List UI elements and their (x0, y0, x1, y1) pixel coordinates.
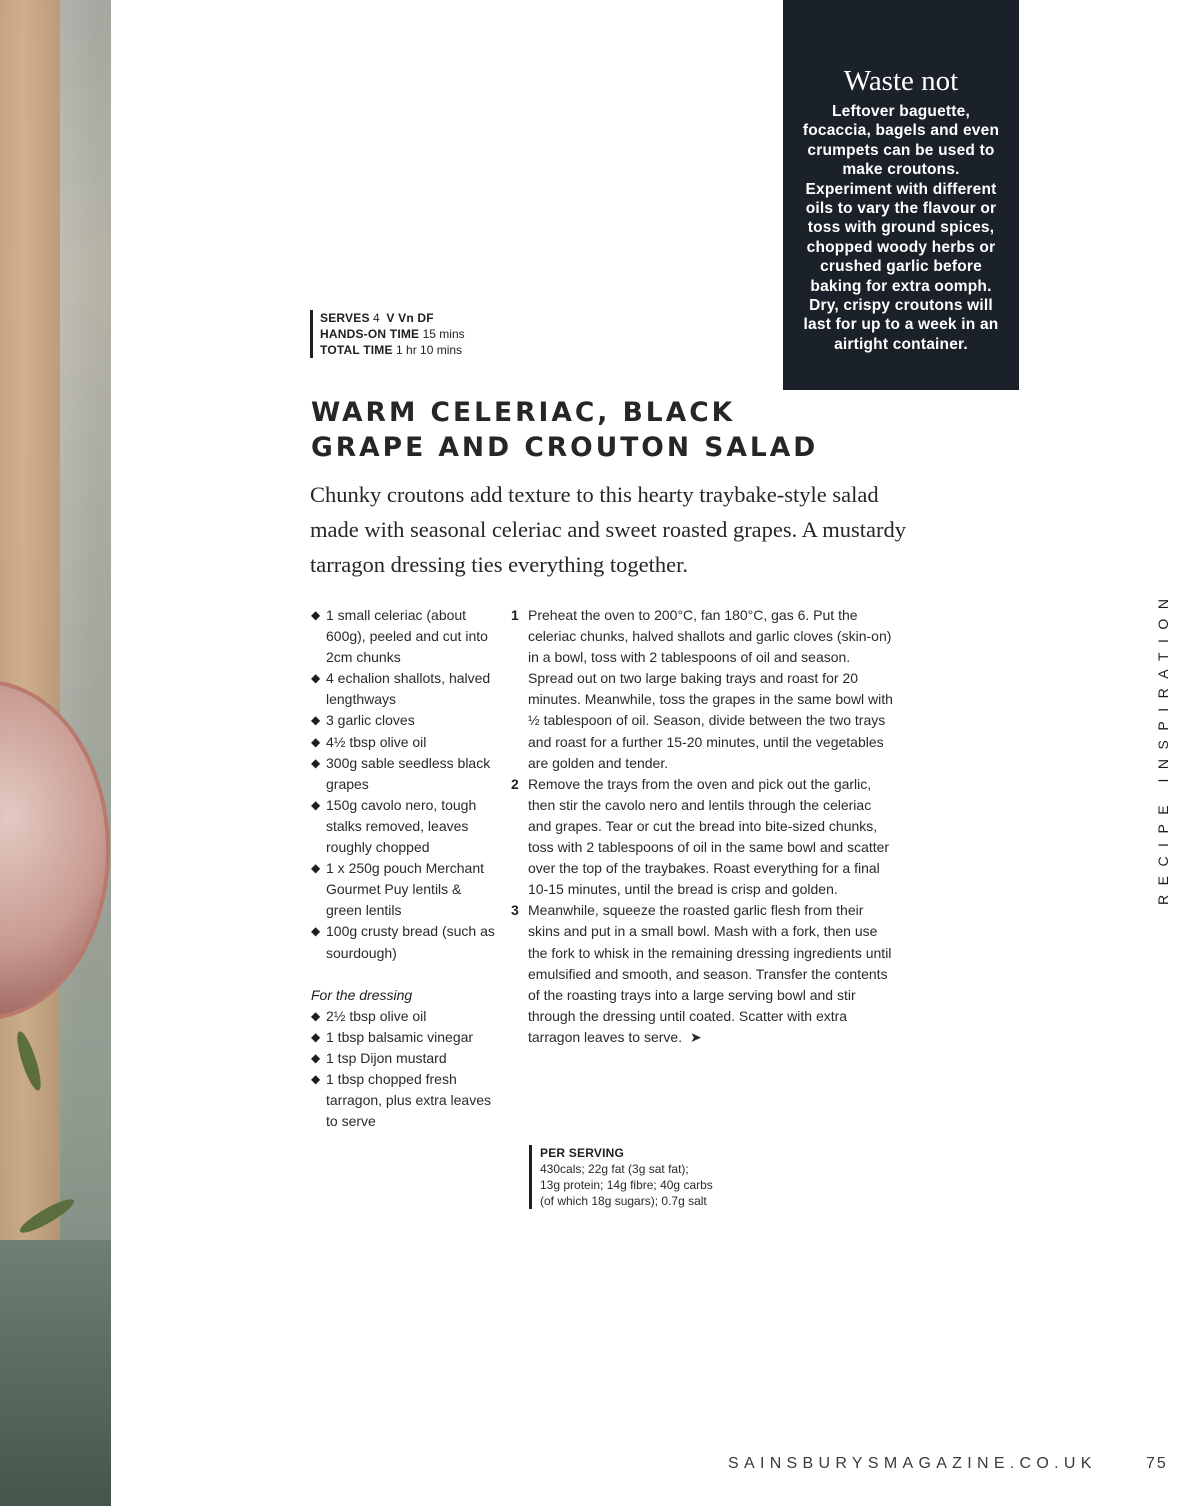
dressing-item: ◆ 1 tbsp chopped fresh tarragon, plus extra leaves to serve (311, 1069, 501, 1132)
hands-on-label: HANDS-ON TIME (320, 327, 420, 341)
nutrition-heading: PER SERVING (540, 1146, 625, 1160)
recipe-intro: Chunky croutons add texture to this hearty traybake-style salad made with seasonal celeriac and sweet roasted grapes. A mustardy tarragon dressing ties everything together. (310, 482, 907, 577)
ingredients-column (311, 605, 501, 1132)
step-text: Meanwhile, squeeze the roasted garlic flesh from their skins and put in a small bowl. Mash with a fork, then use the fork to whisk in the remaining dressing ingredients until emulsified and smooth, and season. Transfer the contents of the roasting trays into a large serving bowl and stir through the dressing until coated. Scatter with extra tarragon leaves to serve. (528, 902, 892, 1045)
step-text: Remove the trays from the oven and pick out the garlic, then stir the cavolo nero and lentils through the celeriac and grapes. Tear or cut the bread into bite-sized chunks, toss with 2 tablespoons of oil in the same bowl and scatter over the top of the traybakes. Roast everything for a final 10-15 minutes, until the bread is crisp and golden. (528, 775, 890, 898)
ingredient-item: ◆ 150g cavolo nero, tough stalks removed, leaves roughly chopped (311, 795, 501, 858)
recipe-meta (310, 310, 465, 358)
recipe-title-line-1: WARM CELERIAC, BLACK (311, 397, 736, 428)
nutrition-line: 13g protein; 14g fibre; 40g carbs (540, 1178, 713, 1192)
method-column (511, 605, 896, 1048)
ingredient-item: ◆ 3 garlic cloves (311, 710, 501, 731)
linen-cloth (0, 1240, 111, 1506)
method-step (511, 774, 896, 901)
ingredient-item: ◆ 300g sable seedless black grapes (311, 753, 501, 795)
ingredient-item: ◆ 1 x 250g pouch Merchant Gourmet Puy lentils & green lentils (311, 858, 501, 921)
dressing-item: ◆ 1 tsp Dijon mustard (311, 1048, 501, 1069)
food-photo-strip (0, 0, 111, 1506)
hands-on-line (320, 326, 465, 342)
recipe-title-line-2: GRAPE AND CROUTON SALAD (311, 432, 819, 463)
ingredient-list (311, 605, 501, 964)
step-number: 1 (511, 607, 519, 623)
total-time-label: TOTAL TIME (320, 343, 393, 357)
dressing-item: ◆ 1 tbsp balsamic vinegar (311, 1027, 501, 1048)
total-time-line (320, 342, 465, 358)
pink-bowl (0, 680, 110, 1020)
serves-line (320, 310, 465, 326)
diet-tags: V Vn DF (386, 311, 434, 325)
waste-not-title: Waste not (843, 65, 959, 97)
total-time-value: 1 hr 10 mins (396, 343, 463, 357)
serves-label: SERVES (320, 311, 370, 325)
waste-not-box (783, 0, 1019, 390)
method-step (511, 605, 896, 774)
dressing-list (311, 1006, 501, 1133)
nutrition-line: (of which 18g sugars); 0.7g salt (540, 1194, 707, 1208)
nutrition-info (529, 1145, 713, 1209)
footer-website: SAINSBURYSMAGAZINE.CO.UK (728, 1455, 1097, 1472)
page-number: 75 (1146, 1455, 1168, 1472)
step-number: 3 (511, 902, 519, 919)
step-text: Preheat the oven to 200°C, fan 180°C, gas 6. Put the celeriac chunks, halved shallots and garlic cloves (skin-on) in a bowl, toss with 2 tablespoons of oil and season. Spread out on two large baking trays and roast for 20 minutes. Meanwhile, toss the grapes in the same bowl with ½ tablespoon of oil. Season, divide between the two trays and roast for a further 15-20 minutes, until the vegetables are golden and tender. (528, 607, 893, 771)
step-number: 2 (511, 775, 519, 792)
dressing-item: ◆ 2½ tbsp olive oil (311, 1006, 501, 1027)
dressing-heading: For the dressing (311, 986, 413, 1003)
serves-value: 4 (373, 311, 380, 325)
method-steps (511, 605, 896, 1048)
continue-arrow-icon: ➤ (689, 1028, 702, 1045)
recipe-title (311, 395, 871, 465)
ingredient-item: ◆ 1 small celeriac (about 600g), peeled and cut into 2cm chunks (311, 605, 501, 668)
section-side-label: RECIPE INSPIRATION (1155, 589, 1171, 905)
ingredient-item: ◆ 4½ tbsp olive oil (311, 732, 501, 753)
nutrition-line: 430cals; 22g fat (3g sat fat); (540, 1162, 689, 1176)
hands-on-value: 15 mins (422, 327, 465, 341)
ingredient-item: ◆ 100g crusty bread (such as sourdough) (311, 921, 501, 963)
ingredient-item: ◆ 4 echalion shallots, halved lengthways (311, 668, 501, 710)
waste-not-body: Leftover baguette, focaccia, bagels and even crumpets can be used to make croutons. Experiment with different oils to vary the flavour or toss with ground spices, chopped woody herbs or crushed garlic before baking for extra oomph. Dry, crispy croutons will last for up to a week in an airtight container. (802, 102, 1000, 353)
method-step (511, 900, 896, 1048)
